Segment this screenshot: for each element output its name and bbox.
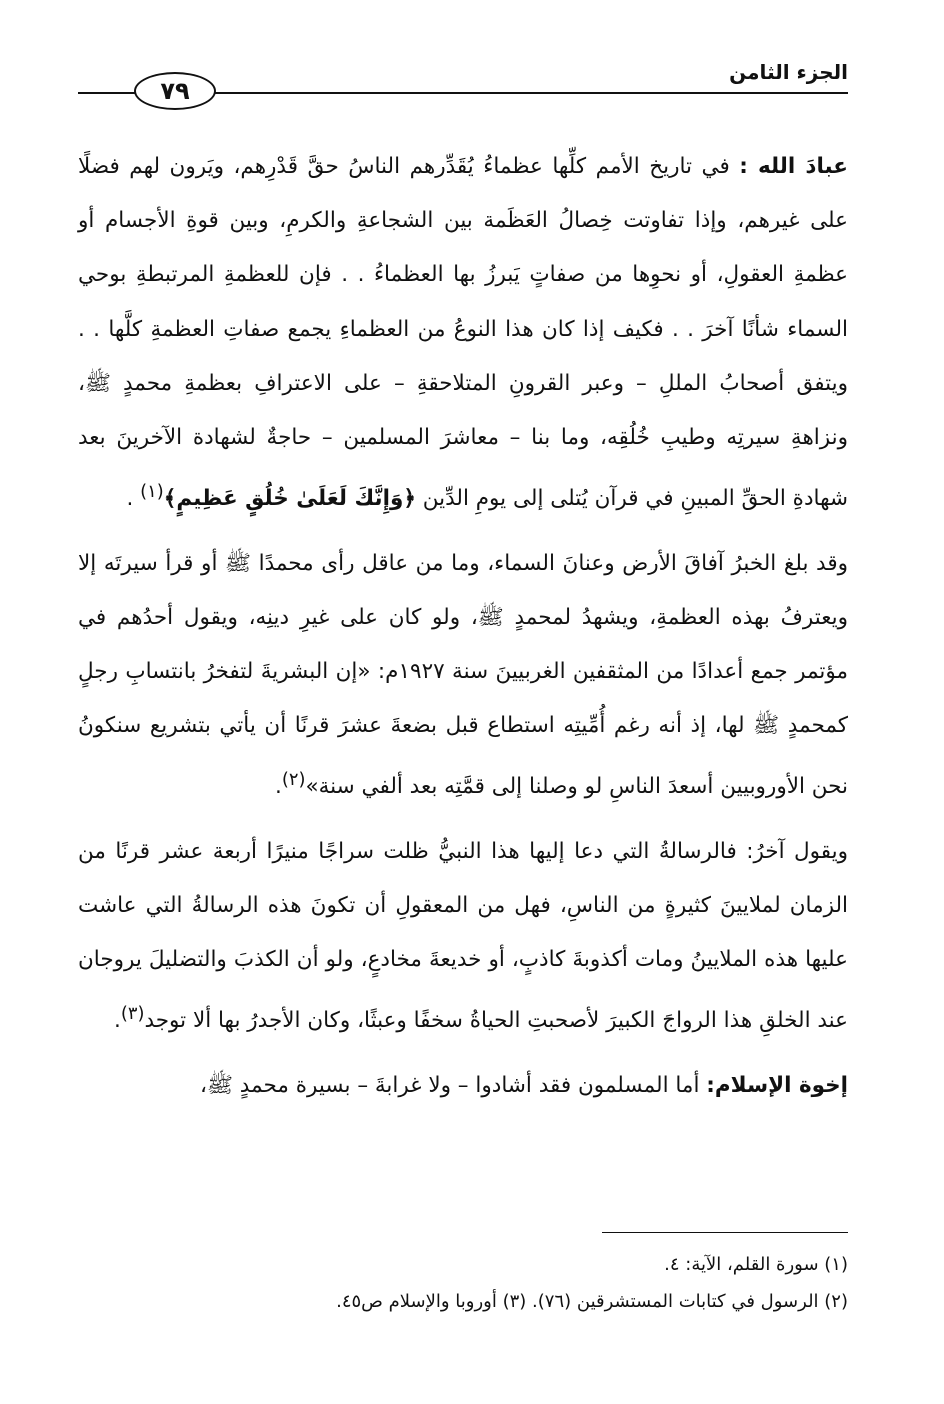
paragraph-lead: عبادَ الله : xyxy=(739,154,848,179)
paragraph-tail: . xyxy=(275,774,282,800)
paragraph-text: ويقول آخرُ: فالرسالةُ التي دعا إليها هذا النبيُّ ظلت سراجًا منيرًا أربعة عشر قرنًا من الزمان لملايينَ كثيرةٍ من الناسِ، فهل من المعقولِ أن تكونَ هذه الرسالةُ التي عاشت عليها هذه الملايينُ ومات أكذوبةَ كاذبٍ، أو خديعةَ مخادعٍ، ولو أن الكذبَ والتضليلَ يروجان عند الخلقِ هذا الرواجَ الكبيرَ لأصحبتِ الحياةُ سخفًا وعبثًا، وكان الأجدرُ بها ألا توجد xyxy=(78,838,848,1034)
paragraph-2 xyxy=(78,537,848,815)
paragraph-tail: . xyxy=(126,486,141,512)
footnote-item: (١) سورة القلم، الآية: ٤. xyxy=(664,1254,848,1275)
footnote-ref: (٣) xyxy=(120,1003,145,1025)
footnote-item: (٢) الرسول في كتابات المستشرقين (٧٦). (٣) أوروبا والإسلام ص٤٥. xyxy=(336,1291,848,1312)
footnote-ref: (٢) xyxy=(281,769,306,791)
paragraph-lead: إخوة الإسلام: xyxy=(706,1072,848,1098)
paragraph-text: في تاريخ الأمم كلِّها عظماءُ يُقَدِّرهم الناسُ حقَّ قَدْرِهم، ويَرون لهم فضلًا على غيرهم، وإذا تفاوتت خِصالُ العَظَمة بين الشجاعةِ والكرمِ، وبين قوةِ الأجسام أو عظمةِ العقولِ، أو نحوِها من صفاتٍ يَبرزُ بها العظماءُ . . فإن للعظمةِ المرتبطةِ بوحي السماء شأنًا آخرَ . . فكيف إذا كان هذا النوعُ من العظماءِ يجمع صفاتِ العظمةِ كلَّها . . ويتفق أصحابُ المللِ – وعبر القرونِ المتلاحقةِ – على الاعترافِ بعظمةِ محمدٍ ﷺ، ونزاهةِ سيرتِه وطيبِ خُلُقِه، وما بنا – معاشرَ المسلمين – حاجةٌ لشهادة الآخرينَ بعد شهادةِ الحقِّ المبينِ في قرآن يُتلى إلى يومِ الدِّين xyxy=(78,154,848,512)
footnote-separator xyxy=(602,1232,848,1233)
paragraph-3 xyxy=(78,825,848,1049)
main-text xyxy=(78,140,848,1113)
paragraph-tail: . xyxy=(113,1008,121,1034)
paragraph-4 xyxy=(78,1059,848,1113)
paragraph-text: وقد بلغ الخبرُ آفاقَ الأرض وعنانَ السماء، وما من عاقل رأى محمدًا ﷺ أو قرأ سيرتَه إلا ويعترفُ بهذه العظمةِ، ويشهدُ لمحمدٍ ﷺ، ولو كان على غيرِ دينِه، ويقول أحدُهم في مؤتمر جمع أعدادًا من المثقفين الغربيينَ سنة ١٩٢٧م: «إن البشريةَ لتفخرُ بانتسابِ رجلٍ كمحمدٍ ﷺ لها، إذ أنه رغم أُمِّيتِه استطاع قبل بضعةَ عشرَ قرنًا أن يأتي بتشريع سنكونُ نحن الأوروبيين أسعدَ الناسِ لو وصلنا إلى قمَّتِه بعد ألفي سنة» xyxy=(78,550,848,800)
book-part-title: الجزء الثامن xyxy=(729,60,848,84)
paragraph-1 xyxy=(78,140,848,527)
page-header xyxy=(78,48,848,108)
page-number: ٧٩ xyxy=(134,72,216,110)
quran-quote: ﴿وَإِنَّكَ لَعَلَىٰ خُلُقٍ عَظِيمٍ﴾ xyxy=(163,486,416,512)
footnote-ref: (١) xyxy=(140,481,164,503)
footnotes xyxy=(78,1246,848,1320)
paragraph-text: أما المسلمون فقد أشادوا – ولا غرابةَ – بسيرة محمدٍ ﷺ، xyxy=(200,1072,707,1098)
